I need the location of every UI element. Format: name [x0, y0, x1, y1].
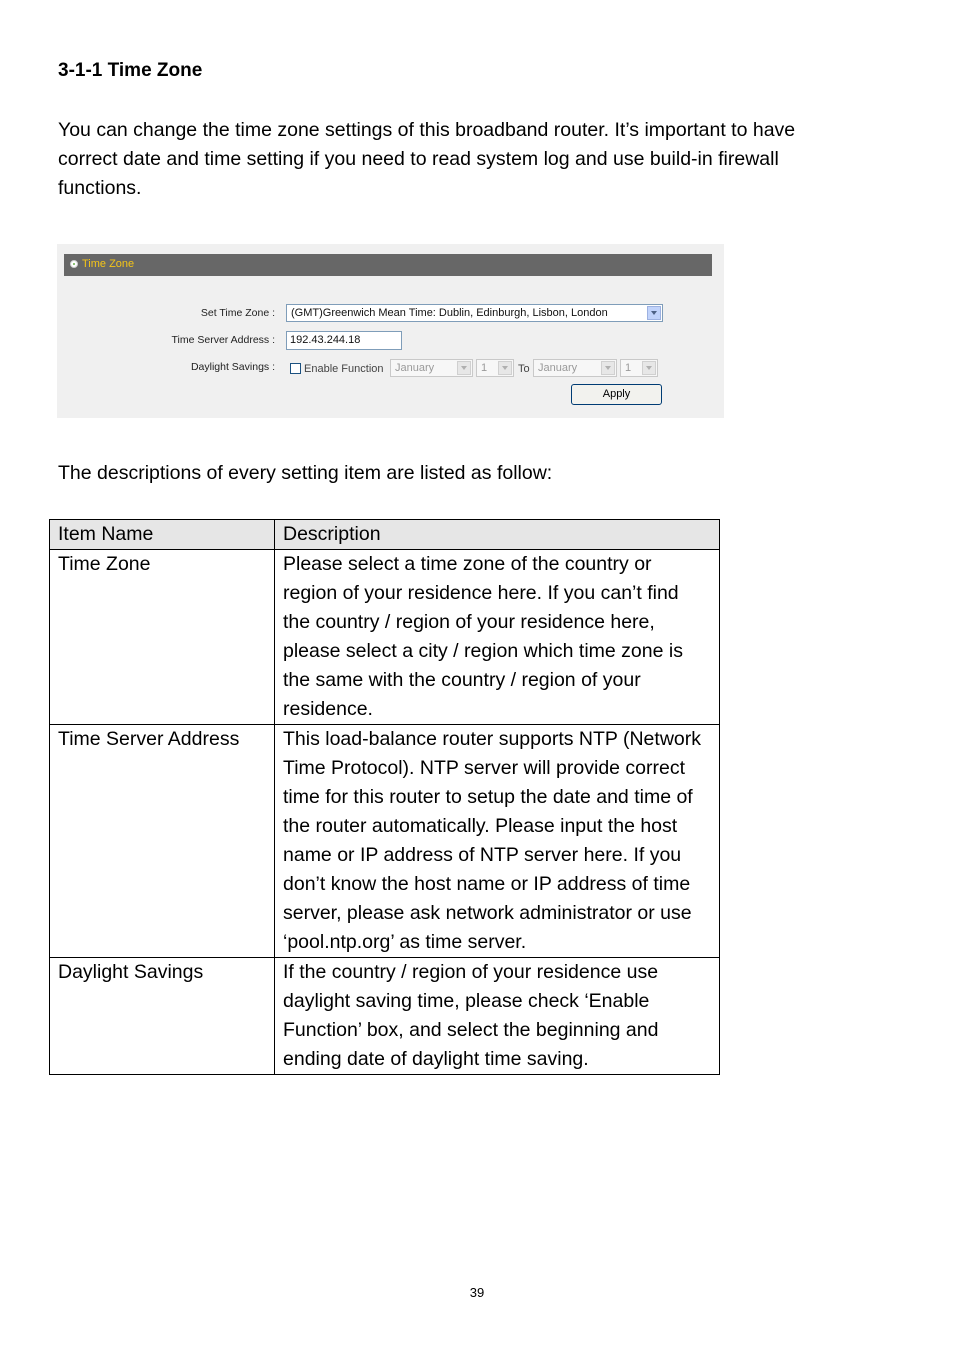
bullet-icon: [70, 260, 78, 268]
set-time-zone-label: Set Time Zone :: [200, 307, 275, 319]
item-name-cell: Daylight Savings: [50, 958, 275, 1075]
time-server-label: Time Server Address :: [171, 334, 275, 346]
table-row: [50, 725, 720, 958]
description-cell: Please select a time zone of the country or region of your residence here. If you can’t find the country / region of your residence here, please select a city / region which time zone is the same with the country / region of your residence.: [275, 550, 720, 725]
enable-function-checkbox[interactable]: [290, 363, 301, 374]
column-header-item-name: Item Name: [50, 520, 275, 550]
table-row: [50, 550, 720, 725]
settings-table: [49, 519, 720, 1075]
enable-function-label: Enable Function: [304, 363, 384, 375]
table-header-row: [50, 520, 720, 550]
column-header-description: Description: [275, 520, 720, 550]
descriptions-intro: The descriptions of every setting item are listed as follow:: [58, 462, 553, 484]
chevron-down-icon[interactable]: [647, 306, 661, 320]
from-month-value: January: [395, 362, 435, 374]
item-name-cell: Time Server Address: [50, 725, 275, 958]
from-day-value: 1: [481, 362, 488, 374]
from-day-select[interactable]: [476, 359, 514, 377]
panel-title-bar: [64, 254, 712, 276]
from-month-select[interactable]: [390, 359, 473, 377]
chevron-down-icon[interactable]: [642, 361, 656, 375]
chevron-down-icon[interactable]: [498, 361, 512, 375]
time-zone-screenshot: [57, 244, 724, 418]
to-day-select[interactable]: [620, 359, 658, 377]
section-heading: 3-1-1 Time Zone: [58, 60, 203, 81]
to-month-value: January: [538, 362, 578, 374]
time-zone-select[interactable]: [286, 304, 663, 322]
item-name-cell: Time Zone: [50, 550, 275, 725]
intro-paragraph: You can change the time zone settings of this broadband router. It’s important to have correct date and time setting if you need to read system log and use build-in firewall functions.: [58, 119, 796, 199]
page-number: 39: [469, 1285, 485, 1300]
to-month-select[interactable]: [533, 359, 617, 377]
daylight-savings-label: Daylight Savings :: [190, 361, 275, 373]
description-cell: This load-balance router supports NTP (Network Time Protocol). NTP server will provide correct time for this router to setup the date and time of the router automatically. Please input the host name or IP address of NTP server here. If you don’t know the host name or IP address of time server, please ask network administrator or use ‘pool.ntp.org’ as time server.: [275, 725, 720, 958]
panel-title: Time Zone: [82, 258, 135, 270]
apply-button[interactable]: Apply: [571, 384, 662, 405]
chevron-down-icon[interactable]: [457, 361, 471, 375]
description-cell: If the country / region of your residence use daylight saving time, please check ‘Enable Function’ box, and select the beginning and ending date of daylight time saving.: [275, 958, 720, 1075]
time-server-input[interactable]: 192.43.244.18: [286, 331, 402, 350]
to-label: To: [518, 363, 530, 375]
table-row: [50, 958, 720, 1075]
time-zone-value: (GMT)Greenwich Mean Time: Dublin, Edinburgh, Lisbon, London: [291, 307, 608, 319]
chevron-down-icon[interactable]: [601, 361, 615, 375]
to-day-value: 1: [625, 362, 632, 374]
